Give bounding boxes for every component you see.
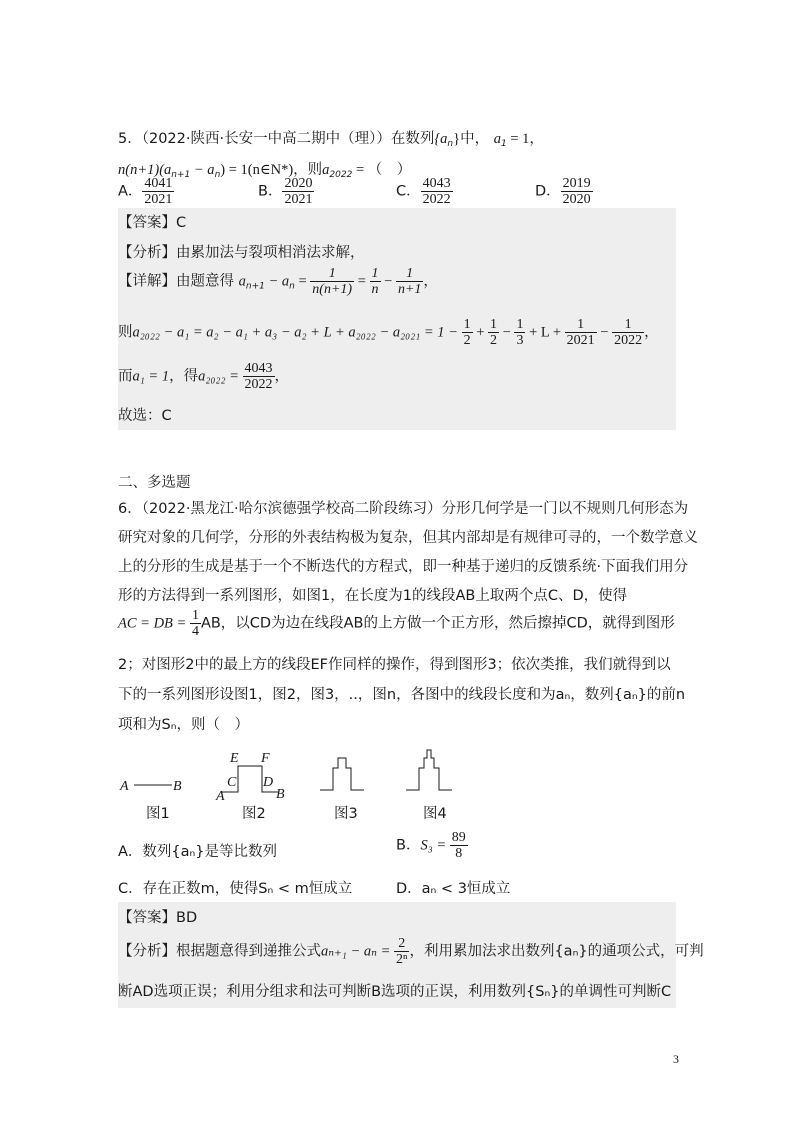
q5-answer: 【答案】C xyxy=(118,215,187,231)
fig2-label-a: A xyxy=(216,789,225,804)
fig2-label-c: C xyxy=(227,775,237,790)
fig1-label-b: B xyxy=(173,779,182,794)
fig1-label-a: A xyxy=(120,779,129,794)
q6-option-c[interactable]: C．存在正数m，使得Sₙ < m恒成立 xyxy=(118,881,353,897)
fig2-caption: 图2 xyxy=(242,806,266,822)
q6-line5: AC = DB = $\frac{1}{4}$ AB，以CD为边在线段AB的上方做一个正方形，然后擦掉CD，就得到图形 xyxy=(118,608,675,639)
q5-option-d[interactable]: D． $\frac{2019}{2020}$ xyxy=(535,176,591,207)
q5-detail-line1: 【详解】由题意得 $a_{n+1} - a_n$ = $\frac{1}{n(n+1)}$ = $\frac{1}{n}$ − $\frac{1}{n+1}$ ， xyxy=(118,266,438,297)
q5-option-b[interactable]: B． $\frac{2020}{2021}$ xyxy=(258,176,313,207)
q6-line4: 形的方法得到一系列图形，如图1，在长度为1的线段AB上取两个点C、D，使得 xyxy=(118,588,628,604)
q6-line7: 下的一系列图形设图1，图2，图3，..，图n，各图中的线段长度和为aₙ，数列{aₙ}的前n xyxy=(118,687,686,703)
figure-3 xyxy=(320,758,364,790)
q5-stem-line1: 5．（2022·陕西·长安一中高二期中（理））在数列$\{a_n\}$中， $a_1 = 1$， xyxy=(118,131,544,149)
q6-answer: 【答案】BD xyxy=(118,910,198,926)
q6-option-a[interactable]: A．数列{aₙ}是等比数列 xyxy=(118,844,278,860)
fig3-caption: 图3 xyxy=(334,806,358,822)
q6-option-d[interactable]: D．aₙ < 3恒成立 xyxy=(396,881,511,897)
fig4-caption: 图4 xyxy=(423,806,447,822)
q5-analysis: 【分析】由累加法与裂项相消法求解， xyxy=(118,245,365,261)
figure-4 xyxy=(406,750,452,790)
fig2-label-d: D xyxy=(263,775,274,790)
q5-option-a[interactable]: A． $\frac{4041}{2021}$ xyxy=(118,176,173,207)
q5-option-c[interactable]: C． $\frac{4043}{2022}$ xyxy=(396,176,451,207)
fig1-caption: 图1 xyxy=(146,806,170,822)
q6-line2: 研究对象的几何学，分形的外表结构极为复杂，但其内部却是有规律可寻的，一个数学意义 xyxy=(118,530,698,546)
q6-line1: 6．（2022·黑龙江·哈尔滨德强学校高二阶段练习）分形几何学是一门以不规则几何形态为 xyxy=(118,501,689,517)
fig2-label-b: B xyxy=(276,787,285,802)
figure-1 xyxy=(119,779,182,794)
q5-detail-line3: 而a₁ = 1，得a₂₀₂₂ = $\frac{4043}{2022}$ ， xyxy=(118,361,290,392)
q6-line8: 项和为Sₙ，则（ ） xyxy=(118,717,249,733)
q6-line3: 上的分形的生成是基于一个不断迭代的方程式，即一种基于递归的反馈系统·下面我们用分 xyxy=(118,559,689,575)
fig2-label-e: E xyxy=(230,751,239,766)
page-number: 3 xyxy=(673,1052,679,1066)
q5-detail-line2: 则a₂₀₂₂ − a₁ = a₂ − a₁ + a₃ − a₂ + L + a₂₀₂₂ − a₂₀₂₁ = 1 − $\frac{1}{2}$ + $\frac{1}{2}$ − $\frac{1}{3}$ + L + $\frac{1}{2021}$ − $\frac{1}{2022}$ ， xyxy=(118,317,659,348)
q6-analysis-line2: 断AD选项正误；利用分组求和法可判断B选项的正误，利用数列{Sₙ}的单调性可判断C xyxy=(118,984,672,1000)
q6-line6: 2；对图形2中的最上方的线段EF作同样的操作，得到图形3；依次类推，我们就得到以 xyxy=(118,657,671,673)
figure-2 xyxy=(215,751,285,804)
q6-option-b[interactable]: B．S₃ = $\frac{89}{8}$ xyxy=(396,830,466,861)
q5-conclusion: 故选：C xyxy=(118,408,172,424)
q6-analysis-line1: 【分析】根据题意得到递推公式aₙ₊₁ − aₙ = $\frac{2}{\text{2ⁿ}}$ ，利用累加法求出数列{aₙ}的通项公式，可判 xyxy=(118,936,704,967)
section-heading: 二、多选题 xyxy=(118,475,191,491)
fig2-label-f: F xyxy=(261,751,270,766)
q5-stem-line2: $n(n+1)(a_{n+1} - a_n)$ = 1(n∈N*)，则$a_{2022}$ = （ ） xyxy=(118,162,412,180)
